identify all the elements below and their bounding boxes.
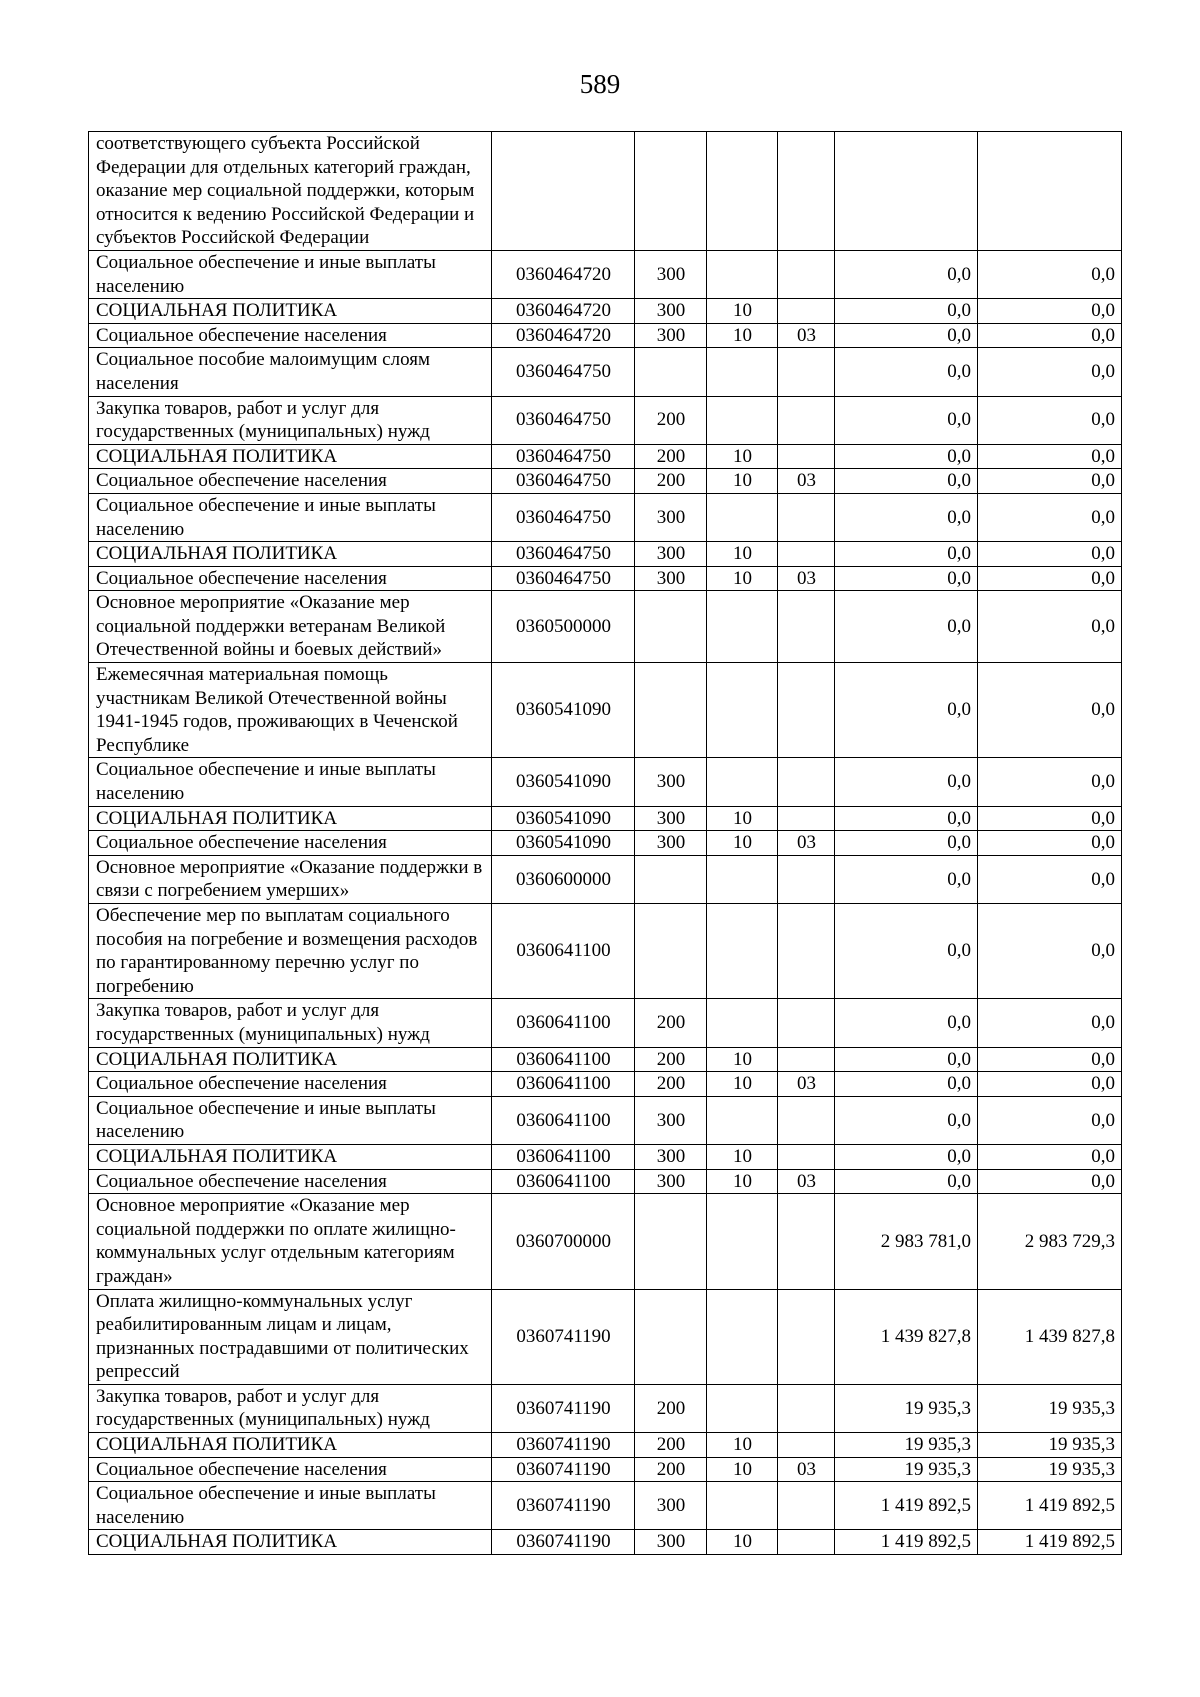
amount-planned <box>835 132 978 251</box>
target-article-code: 0360500000 <box>492 591 635 663</box>
row-name: Основное мероприятие «Оказание мер социальной поддержки по оплате жилищно-коммунальных услуг отдельным категориям граждан» <box>89 1194 492 1289</box>
amount-executed: 0,0 <box>978 999 1122 1047</box>
section-code: 10 <box>707 323 778 348</box>
amount-planned: 0,0 <box>835 904 978 999</box>
target-article-code: 0360600000 <box>492 855 635 903</box>
amount-executed: 0,0 <box>978 904 1122 999</box>
expense-type-code: 200 <box>635 1433 707 1458</box>
expense-type-code: 300 <box>635 542 707 567</box>
row-name: соответствующего субъекта Российской Федерации для отдельных категорий граждан, оказание мер социальной поддержки, которым относится к ведению Российской Федерации и субъектов Российской Федерации <box>89 132 492 251</box>
row-name: СОЦИАЛЬНАЯ ПОЛИТИКА <box>89 444 492 469</box>
row-name: Ежемесячная материальная помощь участникам Великой Отечественной войны 1941-1945 годов, проживающих в Чеченской Республике <box>89 663 492 758</box>
amount-executed <box>978 132 1122 251</box>
section-code: 10 <box>707 831 778 856</box>
expense-type-code <box>635 591 707 663</box>
expense-type-code <box>635 1289 707 1384</box>
expense-type-code: 200 <box>635 1384 707 1432</box>
table-row <box>89 1482 1122 1530</box>
subsection-code <box>778 855 835 903</box>
target-article-code: 0360741190 <box>492 1482 635 1530</box>
amount-executed: 0,0 <box>978 566 1122 591</box>
amount-planned: 0,0 <box>835 469 978 494</box>
table-row <box>89 299 1122 324</box>
section-code <box>707 758 778 806</box>
row-name: СОЦИАЛЬНАЯ ПОЛИТИКА <box>89 1144 492 1169</box>
row-name: Оплата жилищно-коммунальных услуг реабилитированным лицам и лицам, признанных пострадавшими от политических репрессий <box>89 1289 492 1384</box>
target-article-code: 0360641100 <box>492 1072 635 1097</box>
amount-executed: 0,0 <box>978 1047 1122 1072</box>
target-article-code: 0360541090 <box>492 831 635 856</box>
subsection-code <box>778 1096 835 1144</box>
subsection-code <box>778 444 835 469</box>
amount-executed: 0,0 <box>978 591 1122 663</box>
subsection-code <box>778 1289 835 1384</box>
expense-type-code: 300 <box>635 250 707 298</box>
subsection-code <box>778 1384 835 1432</box>
table-row <box>89 1072 1122 1097</box>
table-row <box>89 1144 1122 1169</box>
subsection-code <box>778 1482 835 1530</box>
amount-planned: 0,0 <box>835 1096 978 1144</box>
section-code <box>707 1482 778 1530</box>
target-article-code: 0360464720 <box>492 250 635 298</box>
amount-executed: 19 935,3 <box>978 1457 1122 1482</box>
subsection-code: 03 <box>778 469 835 494</box>
amount-planned: 0,0 <box>835 831 978 856</box>
section-code <box>707 1289 778 1384</box>
table-row <box>89 250 1122 298</box>
section-code: 10 <box>707 469 778 494</box>
target-article-code: 0360464750 <box>492 542 635 567</box>
table-row <box>89 396 1122 444</box>
subsection-code <box>778 250 835 298</box>
amount-executed: 0,0 <box>978 1072 1122 1097</box>
amount-executed: 0,0 <box>978 444 1122 469</box>
expense-type-code <box>635 663 707 758</box>
row-name: Социальное обеспечение и иные выплаты населению <box>89 493 492 541</box>
table-row <box>89 348 1122 396</box>
section-code: 10 <box>707 444 778 469</box>
row-name: СОЦИАЛЬНАЯ ПОЛИТИКА <box>89 1433 492 1458</box>
section-code: 10 <box>707 1144 778 1169</box>
section-code <box>707 250 778 298</box>
amount-planned: 0,0 <box>835 855 978 903</box>
budget-table <box>88 131 1122 1555</box>
row-name: Обеспечение мер по выплатам социального пособия на погребение и возмещения расходов по гарантированному перечню услуг по погребению <box>89 904 492 999</box>
amount-executed: 0,0 <box>978 250 1122 298</box>
target-article-code: 0360464720 <box>492 299 635 324</box>
row-name: Основное мероприятие «Оказание мер социальной поддержки ветеранам Великой Отечественной войны и боевых действий» <box>89 591 492 663</box>
amount-executed: 19 935,3 <box>978 1384 1122 1432</box>
amount-executed: 2 983 729,3 <box>978 1194 1122 1289</box>
amount-executed: 0,0 <box>978 1169 1122 1194</box>
table-row <box>89 1096 1122 1144</box>
expense-type-code <box>635 348 707 396</box>
amount-executed: 0,0 <box>978 1096 1122 1144</box>
amount-planned: 0,0 <box>835 250 978 298</box>
section-code: 10 <box>707 1457 778 1482</box>
target-article-code: 0360641100 <box>492 1144 635 1169</box>
row-name: Социальное обеспечение и иные выплаты населению <box>89 250 492 298</box>
amount-planned: 0,0 <box>835 1047 978 1072</box>
amount-executed: 0,0 <box>978 855 1122 903</box>
target-article-code: 0360641100 <box>492 1169 635 1194</box>
amount-planned: 0,0 <box>835 1144 978 1169</box>
expense-type-code: 300 <box>635 323 707 348</box>
amount-executed: 0,0 <box>978 831 1122 856</box>
section-code: 10 <box>707 1072 778 1097</box>
subsection-code: 03 <box>778 1072 835 1097</box>
amount-planned: 2 983 781,0 <box>835 1194 978 1289</box>
subsection-code <box>778 591 835 663</box>
section-code: 10 <box>707 542 778 567</box>
row-name: Социальное обеспечение населения <box>89 566 492 591</box>
row-name: Социальное обеспечение и иные выплаты населению <box>89 1096 492 1144</box>
table-row <box>89 542 1122 567</box>
amount-planned: 0,0 <box>835 444 978 469</box>
section-code <box>707 396 778 444</box>
subsection-code <box>778 493 835 541</box>
row-name: Закупка товаров, работ и услуг для государственных (муниципальных) нужд <box>89 396 492 444</box>
amount-planned: 19 935,3 <box>835 1384 978 1432</box>
table-row <box>89 1289 1122 1384</box>
row-name: СОЦИАЛЬНАЯ ПОЛИТИКА <box>89 1047 492 1072</box>
amount-planned: 1 419 892,5 <box>835 1530 978 1555</box>
section-code <box>707 1384 778 1432</box>
section-code <box>707 348 778 396</box>
target-article-code: 0360464750 <box>492 396 635 444</box>
subsection-code <box>778 132 835 251</box>
amount-planned: 0,0 <box>835 323 978 348</box>
expense-type-code: 200 <box>635 469 707 494</box>
amount-executed: 1 419 892,5 <box>978 1482 1122 1530</box>
amount-planned: 0,0 <box>835 542 978 567</box>
table-row <box>89 591 1122 663</box>
row-name: Социальное пособие малоимущим слоям населения <box>89 348 492 396</box>
expense-type-code: 200 <box>635 396 707 444</box>
table-row <box>89 493 1122 541</box>
amount-planned: 19 935,3 <box>835 1457 978 1482</box>
amount-planned: 19 935,3 <box>835 1433 978 1458</box>
section-code: 10 <box>707 566 778 591</box>
amount-executed: 0,0 <box>978 542 1122 567</box>
amount-executed: 0,0 <box>978 758 1122 806</box>
expense-type-code: 300 <box>635 1482 707 1530</box>
section-code: 10 <box>707 1047 778 1072</box>
table-row <box>89 999 1122 1047</box>
table-row <box>89 1530 1122 1555</box>
amount-planned: 0,0 <box>835 348 978 396</box>
target-article-code: 0360741190 <box>492 1433 635 1458</box>
section-code <box>707 663 778 758</box>
section-code: 10 <box>707 1530 778 1555</box>
subsection-code <box>778 1433 835 1458</box>
section-code <box>707 1194 778 1289</box>
amount-planned: 0,0 <box>835 758 978 806</box>
expense-type-code: 300 <box>635 831 707 856</box>
table-row <box>89 1433 1122 1458</box>
amount-executed: 0,0 <box>978 493 1122 541</box>
subsection-code <box>778 904 835 999</box>
row-name: Закупка товаров, работ и услуг для государственных (муниципальных) нужд <box>89 1384 492 1432</box>
section-code: 10 <box>707 299 778 324</box>
row-name: СОЦИАЛЬНАЯ ПОЛИТИКА <box>89 1530 492 1555</box>
target-article-code: 0360464750 <box>492 348 635 396</box>
table-row <box>89 566 1122 591</box>
amount-executed: 1 439 827,8 <box>978 1289 1122 1384</box>
subsection-code <box>778 348 835 396</box>
target-article-code: 0360741190 <box>492 1457 635 1482</box>
row-name: СОЦИАЛЬНАЯ ПОЛИТИКА <box>89 806 492 831</box>
section-code <box>707 132 778 251</box>
expense-type-code: 200 <box>635 444 707 469</box>
target-article-code: 0360541090 <box>492 806 635 831</box>
amount-planned: 0,0 <box>835 806 978 831</box>
row-name: СОЦИАЛЬНАЯ ПОЛИТИКА <box>89 542 492 567</box>
amount-executed: 0,0 <box>978 348 1122 396</box>
amount-planned: 0,0 <box>835 566 978 591</box>
subsection-code <box>778 1144 835 1169</box>
expense-type-code <box>635 904 707 999</box>
target-article-code: 0360541090 <box>492 758 635 806</box>
table-row <box>89 1384 1122 1432</box>
expense-type-code: 300 <box>635 1144 707 1169</box>
amount-executed: 0,0 <box>978 299 1122 324</box>
subsection-code <box>778 1047 835 1072</box>
amount-executed: 19 935,3 <box>978 1433 1122 1458</box>
section-code <box>707 493 778 541</box>
target-article-code: 0360464750 <box>492 566 635 591</box>
section-code <box>707 904 778 999</box>
amount-planned: 0,0 <box>835 663 978 758</box>
expense-type-code: 200 <box>635 1072 707 1097</box>
row-name: Закупка товаров, работ и услуг для государственных (муниципальных) нужд <box>89 999 492 1047</box>
subsection-code: 03 <box>778 831 835 856</box>
expense-type-code <box>635 1194 707 1289</box>
amount-executed: 0,0 <box>978 396 1122 444</box>
target-article-code <box>492 132 635 251</box>
row-name: Социальное обеспечение и иные выплаты населению <box>89 1482 492 1530</box>
amount-executed: 0,0 <box>978 1144 1122 1169</box>
amount-executed: 1 419 892,5 <box>978 1530 1122 1555</box>
subsection-code <box>778 806 835 831</box>
section-code: 10 <box>707 1433 778 1458</box>
subsection-code <box>778 542 835 567</box>
expense-type-code: 300 <box>635 806 707 831</box>
target-article-code: 0360464750 <box>492 444 635 469</box>
amount-planned: 0,0 <box>835 493 978 541</box>
row-name: Социальное обеспечение населения <box>89 1457 492 1482</box>
expense-type-code <box>635 855 707 903</box>
table-row <box>89 469 1122 494</box>
target-article-code: 0360541090 <box>492 663 635 758</box>
target-article-code: 0360641100 <box>492 999 635 1047</box>
amount-executed: 0,0 <box>978 663 1122 758</box>
amount-planned: 1 419 892,5 <box>835 1482 978 1530</box>
target-article-code: 0360700000 <box>492 1194 635 1289</box>
amount-planned: 0,0 <box>835 1169 978 1194</box>
subsection-code <box>778 299 835 324</box>
expense-type-code: 300 <box>635 758 707 806</box>
subsection-code <box>778 396 835 444</box>
amount-planned: 0,0 <box>835 1072 978 1097</box>
page-number: 589 <box>579 69 621 99</box>
table-row <box>89 831 1122 856</box>
amount-planned: 0,0 <box>835 299 978 324</box>
subsection-code <box>778 663 835 758</box>
table-row <box>89 1047 1122 1072</box>
table-row <box>89 663 1122 758</box>
row-name: Социальное обеспечение населения <box>89 323 492 348</box>
expense-type-code: 200 <box>635 999 707 1047</box>
target-article-code: 0360741190 <box>492 1530 635 1555</box>
expense-type-code <box>635 132 707 251</box>
table-row <box>89 323 1122 348</box>
row-name: Социальное обеспечение населения <box>89 1072 492 1097</box>
expense-type-code: 300 <box>635 1096 707 1144</box>
amount-planned: 1 439 827,8 <box>835 1289 978 1384</box>
row-name: Социальное обеспечение населения <box>89 469 492 494</box>
expense-type-code: 300 <box>635 566 707 591</box>
table-row <box>89 758 1122 806</box>
section-code <box>707 591 778 663</box>
section-code <box>707 1096 778 1144</box>
amount-planned: 0,0 <box>835 999 978 1047</box>
budget-table-body <box>89 132 1122 1555</box>
table-row <box>89 1457 1122 1482</box>
row-name: Основное мероприятие «Оказание поддержки в связи с погребением умерших» <box>89 855 492 903</box>
expense-type-code: 300 <box>635 1169 707 1194</box>
table-row <box>89 444 1122 469</box>
section-code: 10 <box>707 1169 778 1194</box>
table-row <box>89 1194 1122 1289</box>
target-article-code: 0360464750 <box>492 469 635 494</box>
expense-type-code: 300 <box>635 493 707 541</box>
expense-type-code: 300 <box>635 1530 707 1555</box>
table-row <box>89 904 1122 999</box>
subsection-code: 03 <box>778 323 835 348</box>
subsection-code: 03 <box>778 1169 835 1194</box>
amount-executed: 0,0 <box>978 323 1122 348</box>
subsection-code <box>778 758 835 806</box>
target-article-code: 0360464720 <box>492 323 635 348</box>
expense-type-code: 200 <box>635 1457 707 1482</box>
section-code <box>707 999 778 1047</box>
section-code <box>707 855 778 903</box>
row-name: Социальное обеспечение населения <box>89 831 492 856</box>
subsection-code <box>778 1194 835 1289</box>
target-article-code: 0360641100 <box>492 1047 635 1072</box>
amount-executed: 0,0 <box>978 806 1122 831</box>
amount-planned: 0,0 <box>835 396 978 444</box>
target-article-code: 0360641100 <box>492 904 635 999</box>
table-row <box>89 855 1122 903</box>
table-row <box>89 1169 1122 1194</box>
subsection-code <box>778 999 835 1047</box>
row-name: Социальное обеспечение населения <box>89 1169 492 1194</box>
row-name: Социальное обеспечение и иные выплаты населению <box>89 758 492 806</box>
row-name: СОЦИАЛЬНАЯ ПОЛИТИКА <box>89 299 492 324</box>
section-code: 10 <box>707 806 778 831</box>
target-article-code: 0360741190 <box>492 1289 635 1384</box>
expense-type-code: 300 <box>635 299 707 324</box>
amount-executed: 0,0 <box>978 469 1122 494</box>
table-row <box>89 132 1122 251</box>
subsection-code <box>778 1530 835 1555</box>
subsection-code: 03 <box>778 1457 835 1482</box>
amount-planned: 0,0 <box>835 591 978 663</box>
expense-type-code: 200 <box>635 1047 707 1072</box>
table-row <box>89 806 1122 831</box>
target-article-code: 0360464750 <box>492 493 635 541</box>
target-article-code: 0360741190 <box>492 1384 635 1432</box>
target-article-code: 0360641100 <box>492 1096 635 1144</box>
subsection-code: 03 <box>778 566 835 591</box>
